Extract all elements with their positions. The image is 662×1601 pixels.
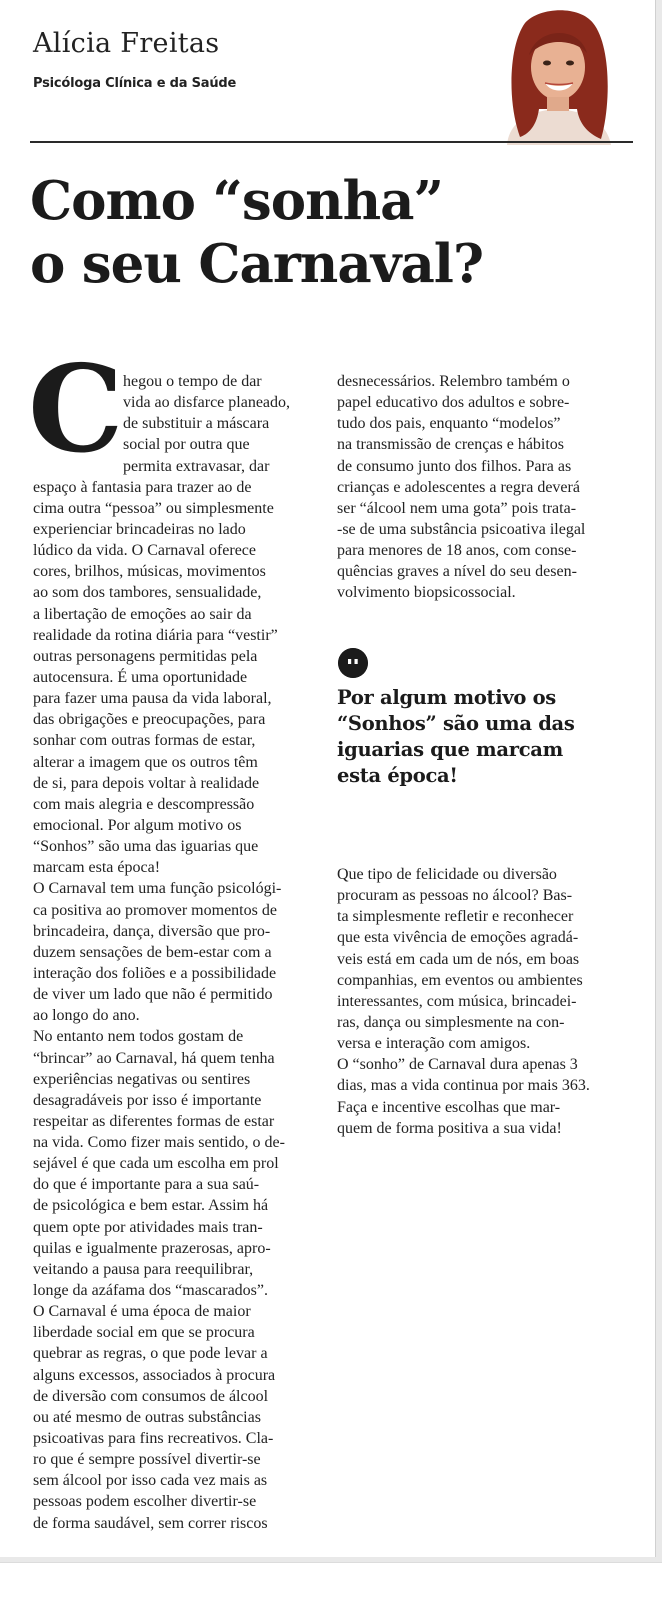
text-line: versa e interação com amigos. [337, 1035, 531, 1053]
pull-quote-line: esta época! [337, 764, 458, 787]
text-line: de consumo junto dos filhos. Para as [337, 457, 572, 475]
text-line: quebrar as regras, o que pode levar a [33, 1345, 268, 1363]
header-rule [30, 141, 633, 143]
text-line: na vida. Como fizer mais sentido, o de- [33, 1134, 285, 1152]
pull-quote-line: iguarias que marcam [337, 738, 563, 761]
text-line: papel educativo dos adultos e sobre- [337, 394, 570, 412]
text-line: companhias, em eventos ou ambientes [337, 971, 583, 989]
text-line: vida ao disfarce planeado, [123, 394, 291, 412]
text-line: No entanto nem todos gostam de [33, 1028, 244, 1046]
text-line: desnecessários. Relembro também o [337, 373, 570, 390]
article-column-left [33, 371, 323, 1534]
text-line: duzem sensações de bem-estar com a [33, 943, 272, 961]
pull-quote [337, 685, 632, 789]
text-line: de si, para depois voltar à realidade [33, 774, 260, 792]
text-line: cima outra “pessoa” ou simplesmente [33, 499, 274, 517]
text-line: cores, brilhos, músicas, movimentos [33, 563, 266, 581]
text-line: com mais alegria e descompressão [33, 795, 255, 813]
text-line: sejável é que cada um escolha em prol [33, 1155, 279, 1173]
text-line: experienciar brincadeiras no lado [33, 520, 246, 538]
text-line: pessoas podem escolher divertir-se [33, 1493, 257, 1511]
text-line: O Carnaval é uma época de maior [33, 1303, 251, 1321]
text-line: ro que é sempre possível divertir-se [33, 1451, 261, 1469]
text-line: ta simplesmente refletir e reconhecer [337, 908, 574, 926]
text-line: realidade da rotina diária para “vestir” [33, 626, 278, 644]
headline-line: o seu Carnaval? [30, 233, 483, 295]
text-line: ras, dança ou simplesmente na con- [337, 1013, 565, 1031]
text-line: lúdico da vida. O Carnaval oferece [33, 542, 257, 560]
headline-line: Como “sonha” [30, 170, 443, 232]
article-headline [30, 170, 630, 296]
text-line: social por outra que [123, 436, 250, 454]
text-line: quilas e igualmente prazerosas, apro- [33, 1239, 271, 1257]
bottom-strip [0, 1562, 662, 1601]
text-line: “Sonhos” são uma das iguarias que [33, 838, 259, 856]
text-line: desagradáveis por isso é importante [33, 1091, 262, 1109]
text-line: na transmissão de crenças e hábitos [337, 436, 565, 454]
pull-quote-line: Por algum motivo os [337, 686, 556, 709]
text-line: hegou o tempo de dar [123, 373, 262, 390]
text-line: quem opte por atividades mais tran- [33, 1218, 263, 1236]
text-line: para menores de 18 anos, com conse- [337, 542, 577, 560]
author-role: Psicóloga Clínica e da Saúde [33, 76, 237, 91]
text-line: volvimento biopsicossocial. [337, 584, 516, 602]
text-line: veis está em cada um de nós, em boas [337, 950, 580, 968]
text-line: de forma saudável, sem correr riscos [33, 1514, 268, 1532]
text-line: que esta vivência de emoções agradá- [337, 929, 579, 947]
text-line: ao longo do ano. [33, 1007, 140, 1025]
text-line: de viver um lado que não é permitido [33, 986, 273, 1004]
text-line: alguns excessos, associados à procura [33, 1366, 276, 1384]
text-line: liberdade social em que se procura [33, 1324, 255, 1342]
author-name: Alícia Freitas [33, 28, 220, 59]
text-line: emocional. Por algum motivo os [33, 816, 242, 834]
text-line: interação dos foliões e a possibilidade [33, 964, 277, 982]
text-line: interessantes, com música, brincadei- [337, 992, 577, 1010]
text-line: ao som dos tambores, sensualidade, [33, 584, 262, 602]
text-line: outras personagens permitidas pela [33, 647, 258, 665]
text-line: Faça e incentive escolhas que mar- [337, 1098, 561, 1116]
text-line: marcam esta época! [33, 859, 161, 877]
text-line: longe da azáfama dos “mascarados”. [33, 1282, 268, 1300]
text-line: espaço à fantasia para trazer ao de [33, 478, 252, 496]
text-line: quem de forma positiva a sua vida! [337, 1119, 562, 1137]
text-line: brincadeira, dança, diversão que pro- [33, 922, 271, 940]
text-line: a libertação de emoções ao sair da [33, 605, 252, 623]
text-line: psicoativas para fins recreativos. Cla- [33, 1430, 274, 1448]
text-line: de substituir a máscara [123, 415, 270, 433]
text-line: sem álcool por isso cada vez mais as [33, 1472, 268, 1490]
text-line: de psicológica e bem estar. Assim há [33, 1197, 269, 1215]
text-line: autocensura. É uma oportunidade [33, 668, 248, 686]
text-line: alterar a imagem que os outros têm [33, 753, 258, 771]
text-line: permita extravasar, dar [123, 457, 270, 475]
pull-quote-line: “Sonhos” são uma das [337, 712, 575, 735]
text-line: ca positiva ao promover momentos de [33, 901, 277, 919]
drop-cap: C [28, 339, 124, 480]
text-line: procuram as pessoas no álcool? Bas- [337, 887, 573, 905]
text-line: quências graves a nível do seu desen- [337, 563, 577, 581]
text-line: para fazer uma pausa da vida laboral, [33, 690, 272, 708]
text-line: do que é importante para a sua saú- [33, 1176, 260, 1194]
text-line: -se de uma substância psicoativa ilegal [337, 520, 586, 538]
text-line: tudo dos pais, enquanto “modelos” [337, 415, 561, 433]
article-column-right-top [337, 371, 632, 604]
text-line: crianças e adolescentes a regra deverá [337, 478, 580, 496]
text-line: O “sonho” de Carnaval dura apenas 3 [337, 1056, 578, 1074]
author-photo [487, 5, 627, 145]
text-line: experiências negativas ou sentires [33, 1070, 251, 1088]
text-line: O Carnaval tem uma função psicológi- [33, 880, 282, 898]
article-column-right-bottom [337, 864, 632, 1139]
text-line: ser “álcool nem uma gota” pois trata- [337, 499, 577, 517]
text-line: Que tipo de felicidade ou diversão [337, 866, 557, 883]
text-line: dias, mas a vida continua por mais 363. [337, 1077, 590, 1095]
quote-icon [338, 648, 368, 678]
text-line: ou até mesmo de outras substâncias [33, 1408, 261, 1426]
text-line: de diversão com consumos de álcool [33, 1387, 269, 1405]
text-line: sonhar com outras formas de estar, [33, 732, 256, 750]
text-line: das obrigações e preocupações, para [33, 711, 266, 729]
text-line: veitando a pausa para reequilibrar, [33, 1260, 254, 1278]
text-line: respeitar as diferentes formas de estar [33, 1112, 275, 1130]
text-line: “brincar” ao Carnaval, há quem tenha [33, 1049, 275, 1067]
